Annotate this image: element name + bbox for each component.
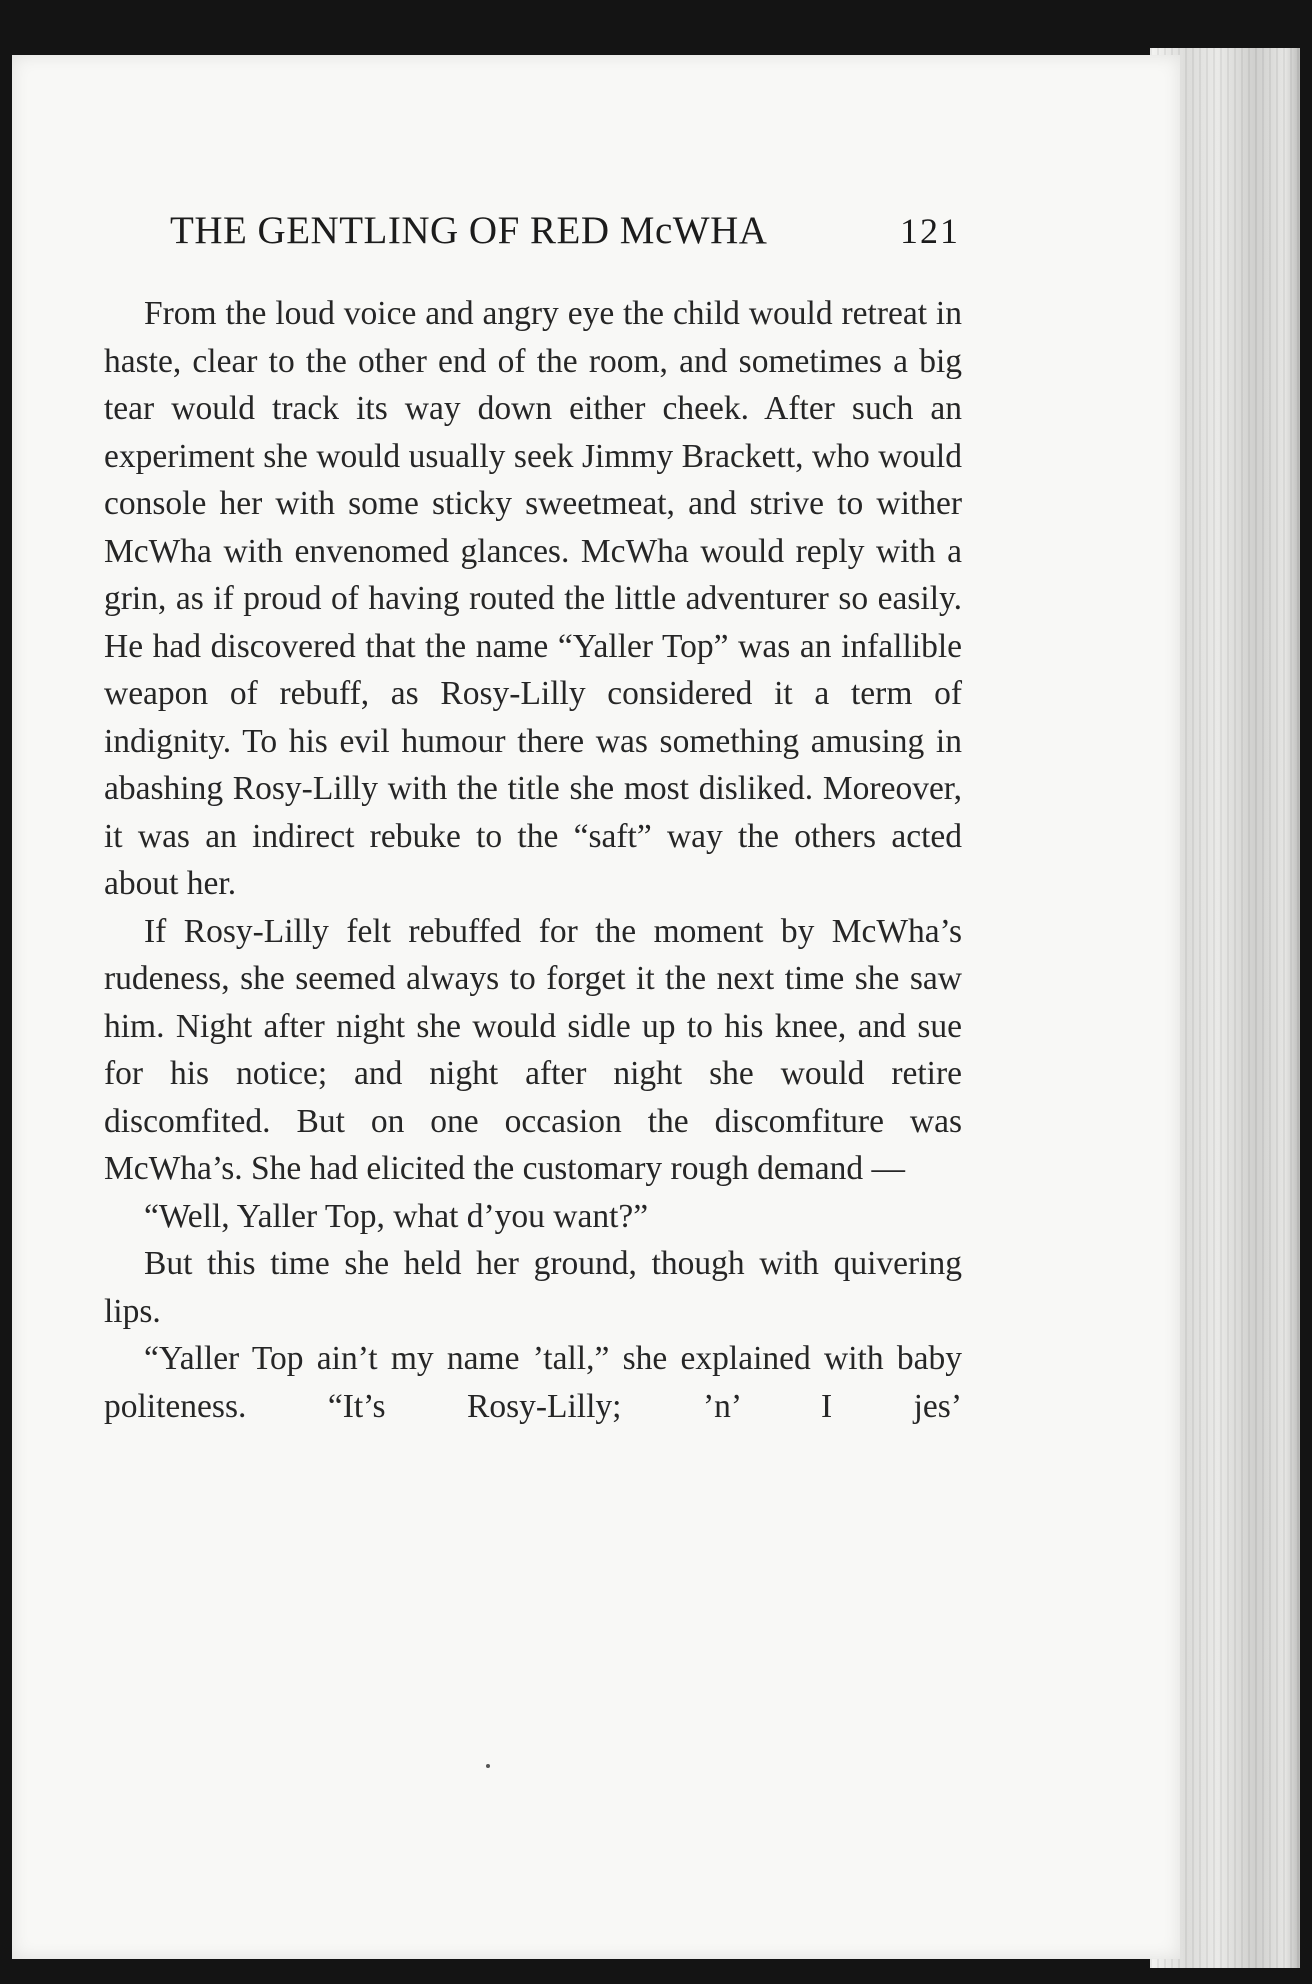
page-number: 121 bbox=[900, 211, 960, 251]
running-title: THE GENTLING OF RED McWHA bbox=[170, 209, 768, 252]
paragraph-3: “Well, Yaller Top, what d’you want?” bbox=[144, 1197, 649, 1235]
paragraph-4: But this time she held her ground, though with quivering lips. bbox=[104, 1245, 962, 1330]
page-header bbox=[170, 208, 970, 258]
scan-speck bbox=[486, 1764, 490, 1768]
paragraph-1: From the loud voice and angry eye the child would retreat in haste, clear to the other end of the room, and sometimes a big tear would track its way down either cheek. After such an experiment she would usually seek Jimmy Brackett, who would console her with some sticky sweetmeat, and strive to wither McWha with envenomed glances. McWha would reply with a grin, as if proud of having routed the little adventurer so easily. He had discovered that the name “Yaller Top” was an infallible weapon of rebuff, as Rosy-Lilly considered it a term of indignity. To his evil humour there was something amusing in abashing Rosy-Lilly with the title she most disliked. Moreover, it was an indirect rebuke to the “saft” way the others acted about her. bbox=[104, 295, 962, 902]
body-text bbox=[104, 290, 962, 1430]
paragraph-2: If Rosy-Lilly felt rebuffed for the moment by McWha’s rudeness, she seemed always to forget it the next time she saw him. Night after night she would sidle up to his knee, and sue for his notice; and night after night she would retire discomfited. But on one occasion the discomfiture was McWha’s. She had elicited the customary rough demand — bbox=[104, 912, 962, 1187]
paragraph-5: “Yaller Top ain’t my name ’tall,” she explained with baby politeness. “It’s Rosy-Lilly; ’n’ I jes’ bbox=[104, 1340, 962, 1425]
